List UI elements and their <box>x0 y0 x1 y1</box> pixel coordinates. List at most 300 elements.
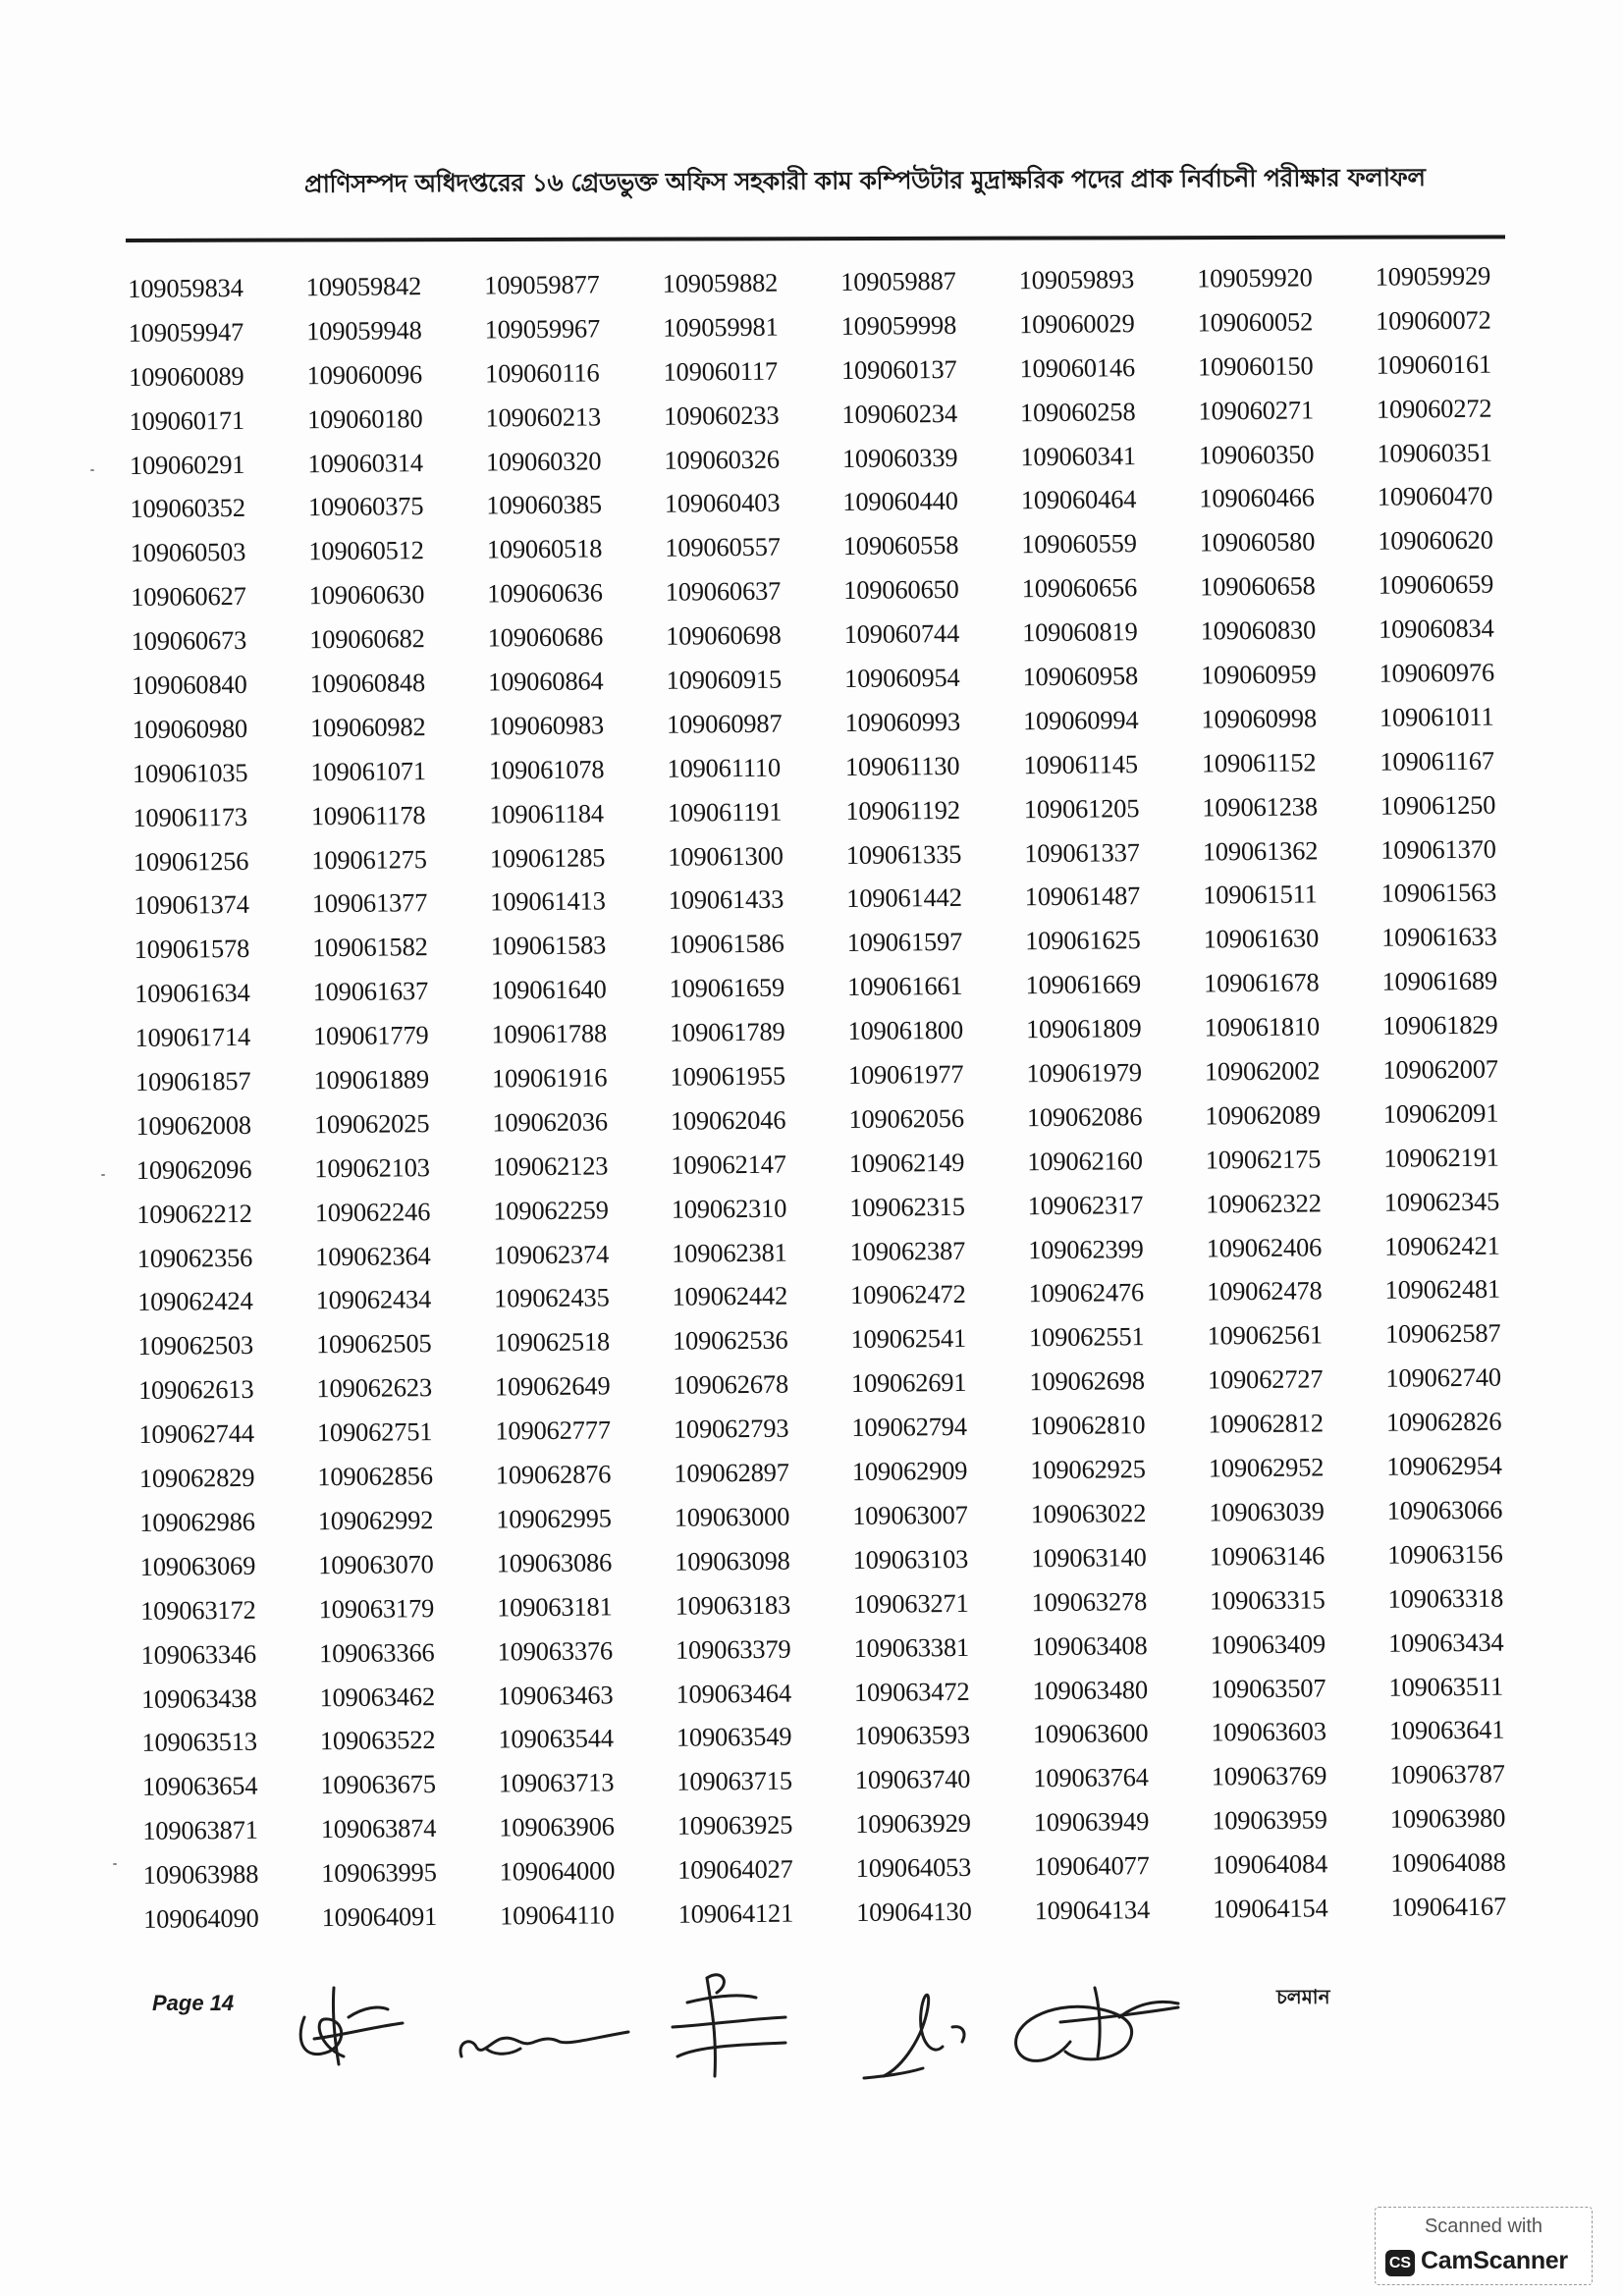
roll-number-cell: 109063346 <box>140 1638 257 1670</box>
roll-number-cell: 109062160 <box>1027 1145 1143 1177</box>
roll-number-cell: 109062794 <box>851 1412 967 1443</box>
roll-number-cell: 109061035 <box>132 757 248 788</box>
roll-number-cell: 109061285 <box>489 841 606 874</box>
roll-number-cell: 109060272 <box>1376 393 1492 424</box>
roll-number-cell: 109063715 <box>676 1765 792 1796</box>
roll-number-cell: 109063000 <box>674 1501 790 1532</box>
roll-number-cell: 109061256 <box>133 845 249 877</box>
roll-number-cell: 109063949 <box>1033 1806 1150 1838</box>
roll-number-cell: 109059877 <box>484 269 600 300</box>
roll-number-cell: 109063600 <box>1032 1718 1149 1749</box>
roll-number-cell: 109060351 <box>1377 437 1492 468</box>
roll-number-cell: 109060258 <box>1019 396 1136 427</box>
roll-number-cell: 109062435 <box>493 1282 610 1313</box>
roll-number-cell: 109062909 <box>851 1455 968 1487</box>
roll-number-cell: 109060650 <box>843 574 959 606</box>
roll-number-cell: 109062613 <box>137 1374 254 1406</box>
roll-number-grid <box>128 253 1538 1941</box>
roll-number-cell: 109063603 <box>1211 1716 1326 1747</box>
roll-number-cell: 109062317 <box>1027 1189 1144 1220</box>
roll-number-cell: 109060326 <box>664 444 781 475</box>
roll-number-cell: 109059920 <box>1197 262 1313 294</box>
roll-number-cell: 109062478 <box>1206 1275 1323 1307</box>
roll-number-cell: 109062147 <box>671 1148 786 1180</box>
roll-number-cell: 109062310 <box>671 1193 787 1224</box>
roll-number-cell: 109062036 <box>492 1106 608 1138</box>
roll-number-cell: 109060271 <box>1198 395 1315 426</box>
roll-number-cell: 109063549 <box>676 1721 792 1753</box>
roll-number-cell: 109062740 <box>1385 1362 1502 1394</box>
roll-number-cell: 109060137 <box>840 353 957 385</box>
roll-number-cell: 109060350 <box>1198 438 1315 470</box>
roll-number-cell: 109061640 <box>490 974 607 1005</box>
roll-number-cell: 109060559 <box>1021 528 1137 560</box>
roll-number-cell: 109060072 <box>1375 304 1491 336</box>
roll-number-cell: 109061563 <box>1380 878 1497 909</box>
roll-number-cell: 109062995 <box>496 1503 612 1534</box>
roll-number-cell: 109060656 <box>1021 572 1138 604</box>
roll-number-cell: 109063086 <box>496 1547 613 1578</box>
roll-number-cell: 109063070 <box>318 1548 434 1580</box>
roll-number-cell: 109062561 <box>1207 1319 1324 1351</box>
roll-number-cell: 109064154 <box>1212 1893 1328 1924</box>
roll-number-cell: 109062829 <box>138 1462 255 1493</box>
roll-number-cell: 109060557 <box>665 531 781 563</box>
roll-number-cell: 109061597 <box>846 927 963 958</box>
roll-number-cell: 109063278 <box>1031 1585 1148 1617</box>
roll-number-cell: 109063408 <box>1031 1629 1148 1661</box>
roll-number-cell: 109063379 <box>675 1633 791 1665</box>
roll-number-cell: 109062727 <box>1207 1363 1324 1395</box>
signature-3 <box>673 1975 785 2076</box>
roll-number-cell: 109062876 <box>495 1459 612 1490</box>
roll-number-cell: 109060464 <box>1020 484 1137 515</box>
roll-number-cell: 109064134 <box>1034 1895 1151 1926</box>
roll-number-cell: 109060352 <box>130 493 245 524</box>
roll-number-cell: 109063462 <box>319 1681 436 1712</box>
roll-number-cell: 109060976 <box>1379 657 1495 688</box>
page-title: প্রাণিসম্পদ অধিদপ্তরের ১৬ গ্রেডভুক্ত অফিস সহকারী কাম কম্পিউটার মুদ্রাক্ষরিক পদের প্রাক নির্বাচনী পরীক্ষার ফলাফল <box>303 163 1426 198</box>
scan-speck <box>113 1863 117 1865</box>
roll-number-cell: 109063039 <box>1209 1496 1325 1527</box>
roll-number-cell: 109062212 <box>136 1198 252 1229</box>
roll-number-cell: 109064130 <box>855 1896 972 1927</box>
roll-number-cell: 109060830 <box>1200 614 1317 646</box>
roll-number-cell: 109063066 <box>1386 1494 1503 1525</box>
roll-number-cell: 109062744 <box>138 1417 255 1450</box>
roll-number-cell: 109063146 <box>1209 1540 1325 1572</box>
roll-number-cell: 109063507 <box>1210 1672 1326 1703</box>
roll-number-cell: 109061583 <box>490 930 607 961</box>
signature-2 <box>460 2032 628 2056</box>
roll-number-cell: 109062259 <box>493 1195 609 1226</box>
roll-number-cell: 109062345 <box>1383 1186 1500 1217</box>
roll-number-cell: 109060512 <box>308 535 424 566</box>
roll-number-cell: 109062812 <box>1208 1408 1324 1439</box>
roll-number-cell: 109062002 <box>1204 1055 1321 1087</box>
roll-number-cell: 109063593 <box>854 1720 970 1751</box>
roll-number-cell: 109061370 <box>1380 833 1496 865</box>
roll-number-cell: 109060983 <box>488 710 605 741</box>
roll-number-cell: 109062046 <box>670 1104 786 1136</box>
roll-number-cell: 109060637 <box>665 575 782 607</box>
roll-number-cell: 109061184 <box>489 798 604 829</box>
roll-number-cell: 109062434 <box>315 1284 432 1315</box>
roll-number-cell: 109062810 <box>1029 1410 1146 1441</box>
roll-number-cell: 109062246 <box>314 1196 431 1227</box>
roll-number-cell: 109061689 <box>1381 965 1498 997</box>
signature-4 <box>864 1995 964 2078</box>
scan-speck <box>90 469 94 471</box>
roll-number-cell: 109062406 <box>1206 1231 1323 1263</box>
roll-number-cell: 109063366 <box>318 1636 435 1668</box>
roll-number-cell: 109064090 <box>143 1902 259 1934</box>
roll-number-cell: 109060915 <box>666 664 783 695</box>
roll-number-cell: 109059967 <box>484 313 601 345</box>
roll-number-cell: 109062442 <box>672 1281 788 1312</box>
roll-number-cell: 109063522 <box>319 1725 436 1756</box>
roll-number-cell: 109063988 <box>142 1858 259 1890</box>
roll-number-cell: 109062191 <box>1383 1142 1499 1173</box>
roll-number-cell: 109062481 <box>1384 1274 1501 1306</box>
roll-number-cell: 109062387 <box>849 1235 966 1266</box>
roll-number-cell: 109061362 <box>1202 834 1319 867</box>
roll-number-cell: 109061809 <box>1025 1013 1142 1044</box>
roll-number-cell: 109064088 <box>1390 1846 1506 1878</box>
roll-number-cell: 109060052 <box>1197 306 1314 338</box>
page-number: Page 14 <box>152 1991 235 2015</box>
roll-number-cell: 109062986 <box>139 1506 255 1537</box>
roll-number-cell: 109062925 <box>1030 1454 1146 1485</box>
roll-number-cell: 109062315 <box>849 1191 965 1222</box>
roll-number-cell: 109059981 <box>662 311 779 343</box>
roll-number-cell: 109062897 <box>674 1457 789 1488</box>
roll-number-cell: 109061661 <box>846 971 963 1002</box>
roll-number-cell: 109060558 <box>842 530 959 561</box>
roll-number-cell: 109061071 <box>310 755 427 787</box>
roll-number-cell: 109061625 <box>1024 925 1141 956</box>
roll-number-cell: 109060834 <box>1378 613 1494 644</box>
roll-number-cell: 109062424 <box>136 1286 253 1317</box>
roll-number-cell: 109062649 <box>494 1370 611 1402</box>
roll-number-cell: 109061788 <box>491 1018 608 1049</box>
roll-number-cell: 109060341 <box>1020 440 1136 471</box>
roll-number-cell: 109060339 <box>841 442 958 473</box>
signature-caption: চলমান <box>1276 1985 1330 2008</box>
roll-number-cell: 109063463 <box>497 1679 614 1710</box>
roll-number-cell: 109062856 <box>317 1461 433 1492</box>
roll-number-cell: 109061633 <box>1380 922 1497 953</box>
roll-number-cell: 109062086 <box>1026 1101 1143 1133</box>
roll-number-cell: 109061335 <box>845 838 962 870</box>
roll-number-cell: 109061487 <box>1024 881 1141 912</box>
roll-number-cell: 109063183 <box>675 1589 791 1621</box>
roll-number-cell: 109060503 <box>130 537 246 568</box>
roll-number-cell: 109061300 <box>668 840 784 872</box>
roll-number-cell: 109060180 <box>306 402 423 434</box>
roll-number-cell: 109063675 <box>320 1769 436 1800</box>
watermark-brand: CamScanner <box>1421 2247 1568 2274</box>
roll-number-cell: 109062421 <box>1383 1230 1500 1261</box>
roll-number-cell: 109059948 <box>305 315 422 347</box>
roll-number-cell: 109063376 <box>497 1634 614 1667</box>
roll-number-cell: 109063713 <box>498 1767 615 1798</box>
roll-number-cell: 109063925 <box>676 1809 793 1841</box>
roll-number-cell: 109060686 <box>487 621 604 653</box>
roll-number-cell: 109062777 <box>495 1415 611 1446</box>
roll-number-cell: 109060958 <box>1022 661 1139 692</box>
roll-number-cell: 109062149 <box>848 1147 965 1178</box>
roll-number-cell: 109059893 <box>1018 264 1135 295</box>
roll-number-cell: 109063181 <box>496 1591 613 1623</box>
roll-number-cell: 109063787 <box>1389 1758 1505 1790</box>
roll-number-cell: 109060314 <box>307 447 424 478</box>
roll-number-cell: 109061977 <box>847 1058 964 1091</box>
roll-number-cell: 109062954 <box>1386 1450 1502 1481</box>
roll-number-cell: 109061337 <box>1024 836 1140 868</box>
roll-number-cell: 109062505 <box>315 1328 432 1360</box>
roll-number-cell: 109063769 <box>1211 1760 1327 1791</box>
roll-number-cell: 109062698 <box>1029 1365 1146 1397</box>
roll-number-cell: 109061173 <box>133 801 247 832</box>
roll-number-cell: 109061779 <box>312 1020 429 1051</box>
roll-number-cell: 109060620 <box>1378 525 1493 557</box>
roll-number-cell: 109064084 <box>1212 1848 1328 1880</box>
roll-number-cell: 109061578 <box>134 934 250 965</box>
roll-number-cell: 109060029 <box>1018 308 1135 340</box>
roll-number-cell: 109061511 <box>1203 879 1318 910</box>
roll-number-cell: 109063172 <box>139 1594 256 1626</box>
roll-number-cell: 109062952 <box>1208 1452 1325 1483</box>
roll-number-cell: 109061979 <box>1026 1057 1143 1089</box>
roll-number-cell: 109062472 <box>849 1279 966 1310</box>
roll-number-cell: 109060630 <box>308 579 425 611</box>
roll-number-cell: 109063511 <box>1388 1671 1504 1702</box>
roll-number-cell: 109063764 <box>1033 1762 1149 1793</box>
roll-number-cell: 109062322 <box>1206 1188 1322 1219</box>
roll-number-cell: 109062374 <box>493 1238 610 1270</box>
roll-number-cell: 109062381 <box>672 1237 787 1268</box>
camscanner-logo-icon: CS <box>1385 2250 1415 2276</box>
roll-number-cell: 109060089 <box>128 360 244 392</box>
roll-number-cell: 109061810 <box>1204 1011 1321 1042</box>
roll-number-cell: 109063434 <box>1387 1627 1504 1658</box>
roll-number-cell: 109063929 <box>855 1808 971 1840</box>
roll-number-cell: 109060627 <box>131 581 246 613</box>
roll-number-cell: 109062541 <box>850 1323 967 1355</box>
roll-number-cell: 109060848 <box>309 667 426 699</box>
roll-number-cell: 109061205 <box>1023 792 1140 824</box>
roll-number-cell: 109059882 <box>662 267 779 298</box>
roll-number-cell: 109064000 <box>499 1855 616 1887</box>
roll-number-cell: 109060385 <box>486 489 602 520</box>
roll-number-cell: 109060673 <box>131 624 247 657</box>
roll-number-cell: 109063871 <box>142 1814 258 1846</box>
scan-speck <box>101 1174 105 1176</box>
roll-number-cell: 109062123 <box>492 1150 609 1182</box>
roll-number-cell: 109063740 <box>854 1764 971 1795</box>
roll-number-cell: 109064121 <box>677 1897 794 1929</box>
roll-number-cell: 109060659 <box>1378 568 1494 601</box>
roll-number-cell: 109060987 <box>666 708 783 739</box>
roll-number-cell: 109063179 <box>318 1592 435 1624</box>
roll-number-cell: 109059887 <box>840 265 956 297</box>
roll-number-cell: 109061442 <box>846 882 962 914</box>
roll-number-cell: 109063098 <box>675 1545 790 1576</box>
roll-number-cell: 109062503 <box>137 1330 254 1362</box>
roll-number-cell: 109059929 <box>1375 260 1491 292</box>
roll-number-cell: 109061916 <box>491 1062 608 1094</box>
roll-number-cell: 109060466 <box>1199 482 1315 513</box>
roll-number-cell: 109063156 <box>1387 1538 1503 1570</box>
roll-number-cell: 109064053 <box>855 1851 972 1884</box>
roll-number-cell: 109063438 <box>140 1682 257 1714</box>
roll-number-cell: 109063464 <box>676 1678 792 1709</box>
roll-number-cell: 109061669 <box>1025 969 1142 1000</box>
roll-number-cell: 109064091 <box>321 1901 438 1933</box>
roll-number-cell: 109062399 <box>1028 1233 1144 1264</box>
roll-number-cell: 109062089 <box>1205 1099 1321 1131</box>
roll-number-cell: 109060864 <box>487 666 604 697</box>
roll-number-cell: 109061152 <box>1201 747 1317 778</box>
roll-number-cell: 109060096 <box>306 358 423 391</box>
roll-number-cell: 109061192 <box>845 794 960 826</box>
roll-number-cell: 109063315 <box>1209 1584 1325 1616</box>
roll-number-cell: 109060117 <box>663 355 779 387</box>
roll-number-cell: 109061630 <box>1203 923 1320 954</box>
roll-number-cell: 109060320 <box>485 445 602 477</box>
roll-number-cell: 109059842 <box>305 271 422 302</box>
roll-number-cell: 109063022 <box>1030 1498 1147 1529</box>
camscanner-watermark <box>1375 2207 1593 2285</box>
roll-number-cell: 109062678 <box>673 1368 789 1400</box>
roll-number-cell: 109061586 <box>669 928 784 960</box>
roll-number-cell: 109062623 <box>316 1372 433 1404</box>
roll-number-cell: 109060470 <box>1377 481 1493 512</box>
signature-5 <box>1016 1988 1178 2060</box>
roll-number-cell: 109061955 <box>670 1060 786 1092</box>
roll-number-cell: 109061078 <box>488 754 605 785</box>
roll-number-cell: 109062793 <box>673 1413 789 1444</box>
roll-number-cell: 109063544 <box>498 1723 615 1754</box>
roll-number-cell: 109060375 <box>307 491 424 522</box>
roll-number-cell: 109062091 <box>1382 1097 1499 1129</box>
roll-number-cell: 109061167 <box>1380 745 1494 776</box>
roll-number-cell: 109063103 <box>852 1543 969 1575</box>
roll-number-cell: 109061130 <box>844 750 960 781</box>
roll-number-cell: 109063480 <box>1032 1674 1149 1705</box>
roll-number-cell: 109060161 <box>1376 348 1492 380</box>
roll-number-cell: 109061582 <box>312 932 428 963</box>
signature-block <box>275 1949 1355 2096</box>
roll-number-cell: 109060636 <box>487 577 603 609</box>
roll-number-cell: 109060403 <box>664 488 781 519</box>
roll-number-cell: 109063654 <box>141 1771 258 1802</box>
roll-number-cell: 109063874 <box>320 1813 437 1844</box>
roll-number-cell: 109061678 <box>1203 967 1320 998</box>
roll-number-cell: 109063641 <box>1388 1714 1505 1746</box>
roll-number-cell: 109063959 <box>1212 1804 1327 1836</box>
roll-number-cell: 109060234 <box>841 398 958 429</box>
roll-number-cell: 109061433 <box>668 884 784 916</box>
roll-number-cell: 109063318 <box>1387 1582 1504 1614</box>
roll-number-cell: 109060291 <box>129 449 245 480</box>
roll-number-cell: 109062103 <box>314 1151 430 1184</box>
roll-number-cell: 109061789 <box>669 1016 785 1047</box>
roll-number-cell: 109061374 <box>134 889 249 921</box>
roll-number-cell: 109061829 <box>1381 1009 1498 1041</box>
roll-number-cell: 109062025 <box>313 1108 430 1140</box>
roll-number-cell: 109062476 <box>1028 1277 1145 1308</box>
roll-number-cell: 109060819 <box>1021 616 1138 648</box>
title-rule <box>126 235 1505 242</box>
roll-number-cell: 109062518 <box>494 1326 611 1358</box>
roll-number-cell: 109063271 <box>852 1587 969 1619</box>
roll-number-cell: 109061178 <box>310 799 426 830</box>
roll-number-cell: 109060171 <box>129 404 245 436</box>
roll-number-cell: 109063906 <box>499 1811 615 1842</box>
roll-number-cell: 109060150 <box>1197 350 1314 382</box>
roll-number-cell: 109060580 <box>1199 526 1316 558</box>
roll-number-cell: 109061250 <box>1380 789 1496 821</box>
roll-number-cell: 109063381 <box>853 1631 970 1663</box>
roll-number-cell: 109063472 <box>853 1676 970 1707</box>
roll-number-cell: 109061275 <box>311 843 427 875</box>
roll-number-cell: 109063995 <box>321 1857 437 1889</box>
roll-number-cell: 109060959 <box>1200 659 1317 690</box>
roll-number-cell: 109064077 <box>1034 1850 1150 1882</box>
roll-number-cell: 109062691 <box>850 1367 967 1399</box>
roll-number-cell: 109062551 <box>1028 1321 1145 1353</box>
roll-number-cell: 109060982 <box>309 712 426 743</box>
roll-number-cell: 109062587 <box>1384 1318 1501 1350</box>
roll-number-cell: 109061238 <box>1202 791 1318 823</box>
roll-number-cell: 109059947 <box>128 316 244 347</box>
roll-number-cell: 109062751 <box>316 1416 433 1448</box>
roll-number-cell: 109063513 <box>141 1727 258 1758</box>
roll-number-cell: 109060698 <box>665 619 782 651</box>
roll-number-cell: 109061413 <box>490 885 606 917</box>
roll-number-cell: 109060840 <box>131 668 247 700</box>
roll-number-cell: 109061634 <box>134 978 250 1009</box>
roll-number-cell: 109060146 <box>1019 351 1136 384</box>
roll-number-cell: 109062992 <box>317 1505 434 1536</box>
roll-number-cell: 109061889 <box>313 1064 430 1095</box>
roll-number-cell: 109059834 <box>128 272 243 303</box>
roll-number-cell: 109060980 <box>132 713 248 744</box>
roll-number-cell: 109061110 <box>667 752 782 783</box>
roll-number-cell: 109060682 <box>309 623 425 655</box>
roll-number-cell: 109060954 <box>843 662 960 694</box>
roll-number-cell: 109061857 <box>135 1065 251 1096</box>
roll-number-cell: 109061800 <box>847 1015 964 1046</box>
roll-number-cell: 109062008 <box>135 1109 251 1141</box>
roll-number-cell: 109061637 <box>312 976 429 1007</box>
roll-number-cell: 109063007 <box>852 1499 968 1530</box>
roll-number-cell: 109063980 <box>1389 1802 1506 1834</box>
roll-number-cell: 109062056 <box>848 1102 964 1134</box>
roll-number-cell: 109062007 <box>1382 1053 1499 1085</box>
roll-number-cell: 109060440 <box>842 486 958 517</box>
roll-number-cell: 109060994 <box>1022 705 1139 736</box>
roll-number-cell: 109063069 <box>139 1550 256 1581</box>
roll-number-cell: 109062175 <box>1205 1144 1322 1175</box>
roll-number-cell: 109060998 <box>1201 703 1318 734</box>
signature-1 <box>300 1988 403 2064</box>
roll-number-cell: 109061714 <box>135 1021 251 1053</box>
roll-number-cell: 109061191 <box>667 796 783 828</box>
roll-number-cell: 109061145 <box>1023 748 1139 780</box>
